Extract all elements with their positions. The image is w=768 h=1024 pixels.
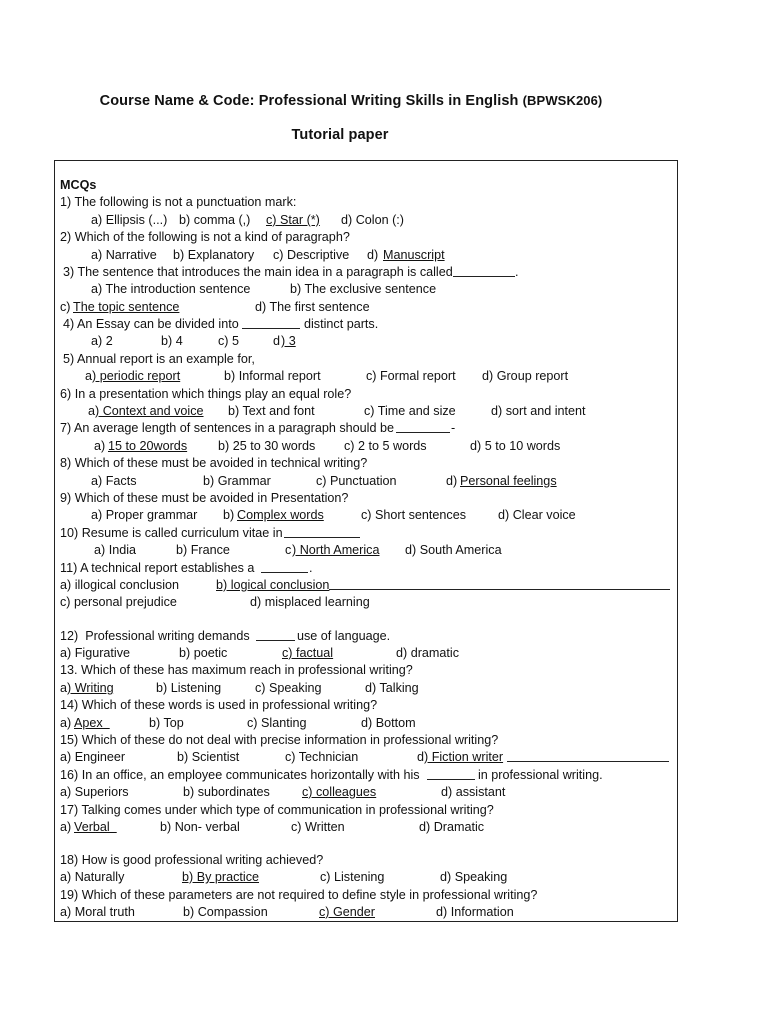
document-text: a) The introduction sentence — [91, 282, 251, 296]
blank-line — [261, 560, 308, 573]
answer-option-correct: c) colleagues — [302, 785, 377, 799]
answer-option-correct: Personal feelings — [460, 474, 557, 488]
answer-option-correct: Verbal — [74, 820, 117, 834]
document-text: d) assistant — [441, 785, 506, 799]
answer-option-correct: c) factual — [282, 646, 334, 660]
course-code: (BPWSK206) — [522, 93, 603, 108]
document-text: 13. Which of these has maximum reach in professional writing? — [60, 663, 413, 677]
document-text: a) Moral truth — [60, 905, 135, 919]
document-text: 8) Which of these must be avoided in technical writing? — [60, 456, 368, 470]
document-text: 12) Professional writing demands — [60, 629, 250, 643]
document-text: d) South America — [405, 543, 502, 557]
answer-blank — [427, 767, 475, 784]
document-text: a) Proper grammar — [91, 508, 198, 522]
document-text: d) Speaking — [440, 870, 508, 884]
document-text: a) Ellipsis (...) — [91, 213, 168, 227]
document-text: c — [285, 543, 292, 557]
document-text: a) — [94, 439, 109, 453]
document-text: d) sort and intent — [491, 404, 586, 418]
answer-option-correct: ) Fiction writer — [424, 750, 504, 764]
document-text: d) Dramatic — [419, 820, 485, 834]
document-text: c) 5 — [218, 334, 239, 348]
document-text: b) comma (,) — [179, 213, 251, 227]
document-text: 10) Resume is called curriculum vitae in — [60, 526, 283, 540]
document-text: d) Colon (:) — [341, 213, 404, 227]
blank-line — [427, 767, 475, 780]
blank-line — [396, 420, 450, 433]
answer-option-correct: Manuscript — [383, 248, 445, 262]
document-text: d) 5 to 10 words — [470, 439, 561, 453]
document-text: d) Talking — [365, 681, 419, 695]
document-text: b) Informal report — [224, 369, 321, 383]
answer-blank — [396, 420, 450, 437]
document-text: c) Slanting — [247, 716, 307, 730]
document-text: b) Non- verbal — [160, 820, 240, 834]
document-text: b) 25 to 30 words — [218, 439, 316, 453]
document-text: 9) Which of these must be avoided in Presentation? — [60, 491, 349, 505]
answer-blank — [453, 264, 515, 281]
blank-line — [507, 749, 669, 762]
document-text: c) Time and size — [364, 404, 456, 418]
document-text: 6) In a presentation which things play an equal role? — [60, 387, 352, 401]
document-text: b) Text and font — [228, 404, 315, 418]
answer-option-correct: Apex — [74, 716, 110, 730]
course-title: Course Name & Code: Professional Writing Skills in English — [99, 93, 519, 109]
document-text: c) 2 to 5 words — [344, 439, 427, 453]
blank-line — [284, 525, 360, 538]
document-text: d — [273, 334, 281, 348]
document-text: b) The exclusive sentence — [290, 282, 437, 296]
document-text: use of language. — [297, 629, 391, 643]
document-text: 7) An average length of sentences in a paragraph should be — [60, 421, 394, 435]
document-text: b) — [223, 508, 238, 522]
document-text: c) Written — [291, 820, 345, 834]
document-text: a) Narrative — [91, 248, 157, 262]
document-text: b) Compassion — [183, 905, 268, 919]
answer-blank — [329, 577, 670, 594]
answer-option-correct: The topic sentence — [73, 300, 180, 314]
answer-option-correct: c) Gender — [319, 905, 375, 919]
page-title — [0, 93, 735, 109]
answer-option-correct: Complex words — [237, 508, 324, 522]
answer-option-correct: ) Writing — [67, 681, 114, 695]
document-text: c) Technician — [285, 750, 359, 764]
document-text: c) — [60, 300, 74, 314]
document-text: b) Listening — [156, 681, 222, 695]
document-text: - — [451, 421, 456, 435]
blank-line — [329, 577, 670, 590]
document-text: a) — [60, 820, 75, 834]
document-text: 18) How is good professional writing achieved? — [60, 853, 324, 867]
document-text: 14) Which of these words is used in professional writing? — [60, 698, 378, 712]
blank-line — [453, 264, 515, 277]
answer-blank — [242, 316, 300, 333]
document-text: a) Superiors — [60, 785, 129, 799]
document-text: b) subordinates — [183, 785, 270, 799]
document-text: 19) Which of these parameters are not required to define style in professional writing? — [60, 888, 538, 902]
document-text: b) 4 — [161, 334, 183, 348]
answer-option-correct: b) By practice — [182, 870, 259, 884]
document-text: a) illogical conclusion — [60, 578, 180, 592]
blank-line — [256, 628, 295, 641]
answer-blank — [261, 560, 308, 577]
document-text: a) Engineer — [60, 750, 126, 764]
document-text: MCQs — [60, 178, 97, 192]
document-text: d) Information — [436, 905, 514, 919]
document-text: d) Bottom — [361, 716, 416, 730]
document-text: 11) A technical report establishes a — [60, 561, 255, 575]
answer-option-correct: ) Context and voice — [95, 404, 204, 418]
document-text: a) India — [94, 543, 137, 557]
document-text: 3) The sentence that introduces the main idea in a paragraph is called — [63, 265, 453, 279]
document-text: d) dramatic — [396, 646, 459, 660]
document-text: c) personal prejudice — [60, 595, 177, 609]
document-text: d) misplaced learning — [250, 595, 370, 609]
document-text: a) Naturally — [60, 870, 125, 884]
document-text: a — [60, 681, 68, 695]
answer-option-correct: 15 to 20words — [108, 439, 188, 453]
document-text: b) Explanatory — [173, 248, 255, 262]
blank-line — [242, 316, 300, 329]
document-text: 16) In an office, an employee communicates horizontally with his — [60, 768, 420, 782]
document-text: a — [85, 369, 93, 383]
document-text: a) Facts — [91, 474, 137, 488]
document-text: a) Figurative — [60, 646, 130, 660]
document-text: 2) Which of the following is not a kind of paragraph? — [60, 230, 350, 244]
answer-option-correct: b) logical conclusion — [216, 578, 330, 592]
document-text: 5) Annual report is an example for, — [63, 352, 255, 366]
answer-blank — [256, 628, 295, 645]
document-text: b) Grammar — [203, 474, 271, 488]
document-text: b) France — [176, 543, 230, 557]
document-text: c) Punctuation — [316, 474, 397, 488]
document-text: a) — [60, 716, 75, 730]
document-text: 17) Talking comes under which type of communication in professional writing? — [60, 803, 494, 817]
document-text: c) Short sentences — [361, 508, 466, 522]
document-text: in professional writing. — [478, 768, 603, 782]
document-text: 1) The following is not a punctuation mark: — [60, 195, 297, 209]
document-text: 4) An Essay can be divided into — [63, 317, 239, 331]
document-text: c) Listening — [320, 870, 385, 884]
answer-option-correct: ) periodic report — [92, 369, 181, 383]
answer-blank — [507, 749, 669, 766]
document-text: d) — [446, 474, 461, 488]
document-text: c) Speaking — [255, 681, 322, 695]
document-text: d) The first sentence — [255, 300, 370, 314]
document-text: b) Scientist — [177, 750, 240, 764]
document-text: . — [515, 265, 519, 279]
document-text: a) 2 — [91, 334, 113, 348]
document-text: 15) Which of these do not deal with precise information in professional writing? — [60, 733, 499, 747]
document-text: d) Clear voice — [498, 508, 576, 522]
document-text: c) Formal report — [366, 369, 456, 383]
answer-option-correct: c) Star (*) — [266, 213, 320, 227]
document-text: b) poetic — [179, 646, 228, 660]
document-text: distinct parts. — [304, 317, 379, 331]
answer-blank — [284, 525, 360, 542]
answer-option-correct: ) North America — [292, 543, 380, 557]
document-text: d — [417, 750, 425, 764]
document-text: b) Top — [149, 716, 184, 730]
document-text: d) Group report — [482, 369, 569, 383]
document-text: d) — [367, 248, 382, 262]
document-text: c) Descriptive — [273, 248, 350, 262]
page-subtitle: Tutorial paper — [291, 127, 389, 143]
document-text: a — [88, 404, 96, 418]
answer-option-correct: ) 3 — [281, 334, 296, 348]
document-text: . — [309, 561, 313, 575]
